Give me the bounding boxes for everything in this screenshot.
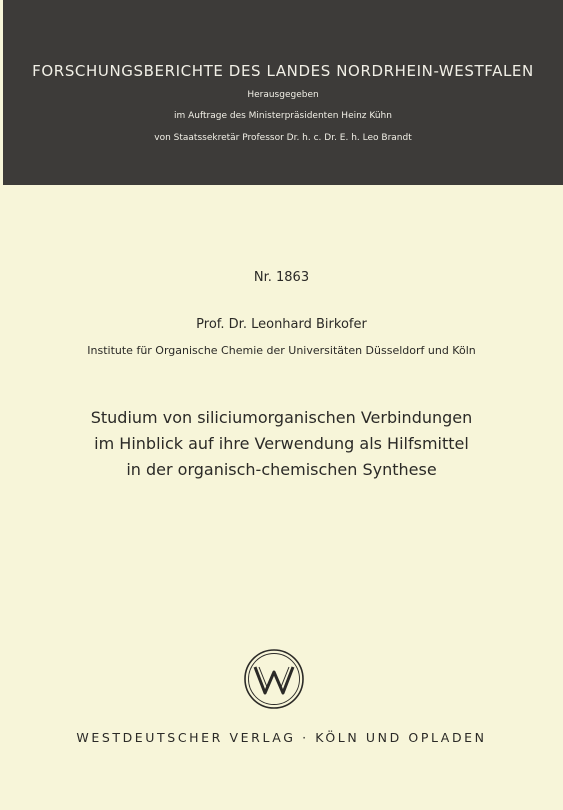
publisher-imprint: WESTDEUTSCHER VERLAG · KÖLN UND OPLADEN	[76, 730, 487, 745]
report-title	[0, 405, 563, 483]
report-number: Nr. 1863	[253, 270, 310, 285]
editor-label: Herausgegeben	[247, 90, 319, 100]
series-header-band	[3, 0, 563, 185]
commission-line: im Auftrage des Ministerpräsidenten Heinz Kühn	[174, 111, 392, 121]
title-line: im Hinblick auf ihre Verwendung als Hilfsmittel	[94, 434, 469, 453]
title-line: in der organisch-chemischen Synthese	[126, 460, 437, 479]
editor-line: von Staatssekretär Professor Dr. h. c. Dr. E. h. Leo Brandt	[154, 133, 412, 143]
w-circle-emblem-icon	[243, 648, 305, 710]
title-line: Studium von siliciumorganischen Verbindungen	[90, 408, 473, 427]
institute-name: Institute für Organische Chemie der Universitäten Düsseldorf und Köln	[87, 344, 476, 357]
series-title: FORSCHUNGSBERICHTE DES LANDES NORDRHEIN-WESTFALEN	[32, 62, 534, 80]
author-name: Prof. Dr. Leonhard Birkofer	[196, 317, 367, 332]
